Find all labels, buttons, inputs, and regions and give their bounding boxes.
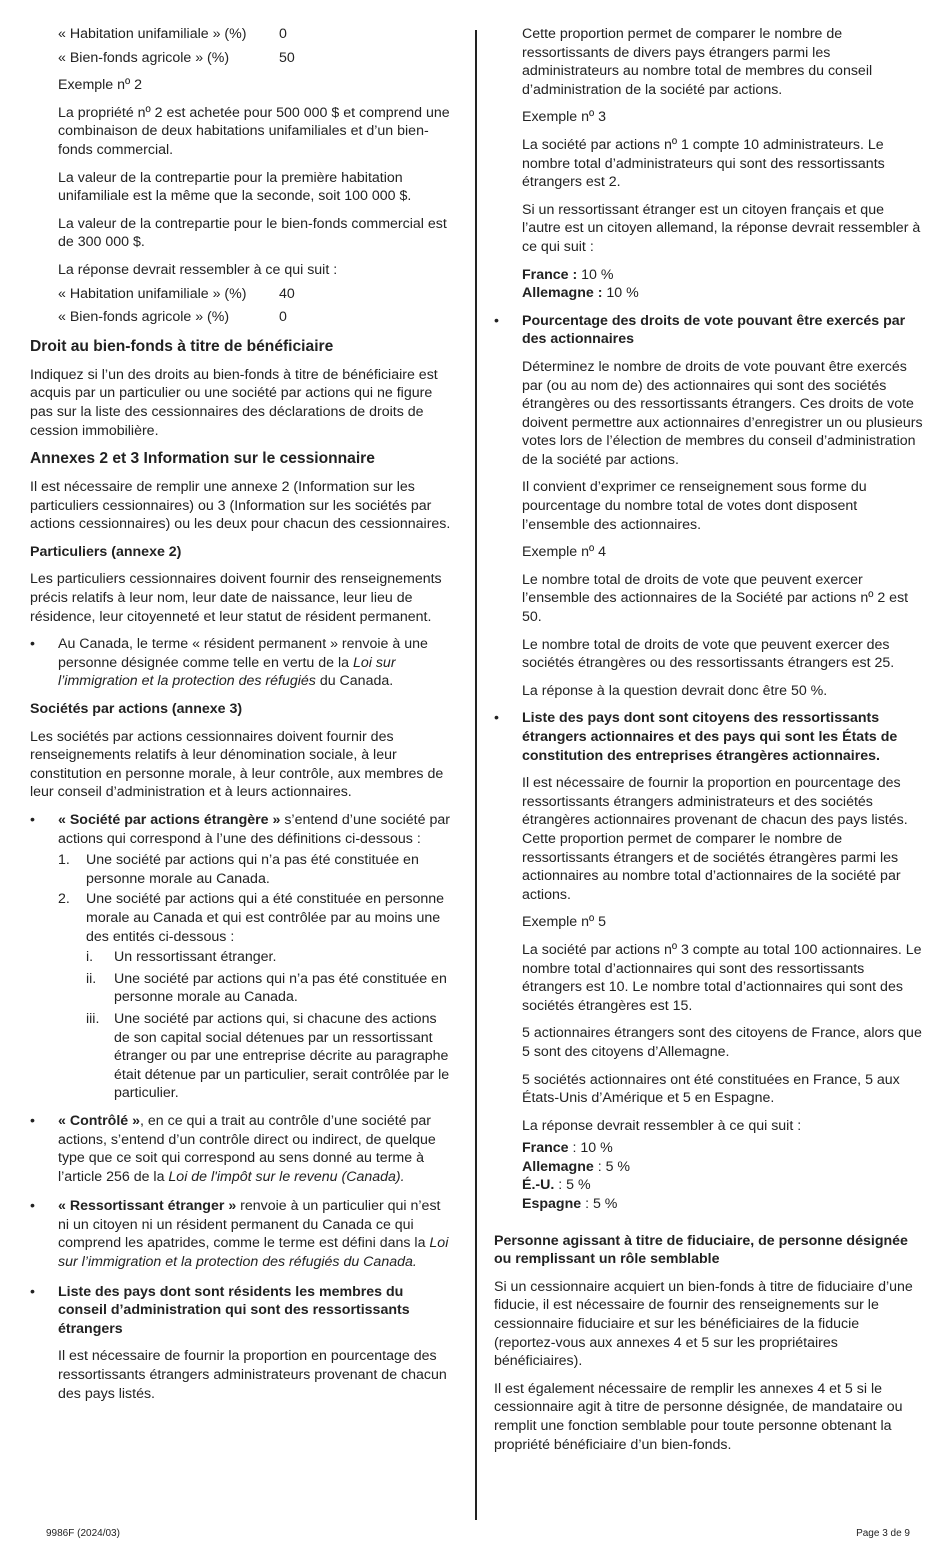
bullet-item: • « Contrôlé », en ce qui a trait au contrôle d’une société par actions, s’entend d’un contrôle direct ou indirect, de quelque type que ce soit qui correspond au sens donné au terme à l’article 256 de la Loi de l'impôt sur le revenu (Canada). xyxy=(30,1112,436,1185)
roman-item: ii. Une société par actions qui n’a pas été constituée en personne morale au Canada. xyxy=(86,970,447,1006)
answer-line: É.-U. : 5 % xyxy=(522,1177,591,1194)
paragraph: La propriété nº 2 est achetée pour 500 000 $ et comprend une combinaison de deux habitations unifamiliales et d’un bien-fonds commercial. xyxy=(58,104,450,158)
answer-line: Allemagne : 5 % xyxy=(522,1158,631,1175)
paragraph: La valeur de la contrepartie pour le bien-fonds commercial est de 300 000 $. xyxy=(58,215,447,251)
paragraph: La réponse à la question devrait donc être 50 %. xyxy=(522,682,828,699)
paragraph: Les sociétés par actions cessionnaires doivent fournir des renseignements relatifs à leur dénomination sociale, à leur constitution en personne morale, à leur contrôle, aux membres de leur conseil d’administration et à leurs actionnaires. xyxy=(30,728,444,801)
example-title: Exemple nº 3 xyxy=(522,109,607,126)
paragraph: Si un cessionnaire acquiert un bien-fonds à titre de fiduciaire d’une fiducie, il est nécessaire de fournir des renseignements sur le cessionnaire fiduciaire et sur les bénéficiaires de la fiducie (reportez-vous aux annexes 4 et 5 sur les propriétaires bénéficiaires). xyxy=(494,1278,913,1370)
example-title: Exemple nº 4 xyxy=(522,544,607,561)
paragraph: La société par actions nº 1 compte 10 administrateurs. Le nombre total d’administrateurs qui sont des ressortissants étrangers est 2. xyxy=(522,136,885,191)
paragraph: 5 actionnaires étrangers sont des citoyens de France, alors que 5 sont des citoyens d’Allemagne. xyxy=(522,1025,922,1060)
row-label: « Habitation unifamiliale » (%) xyxy=(58,285,247,302)
bullet-item: • « Société par actions étrangère » s’entend d’une société par actions qui correspond à l’une des définitions ci-dessous : xyxy=(30,812,450,847)
section-heading: Annexes 2 et 3 Information sur le cessionnaire xyxy=(30,450,375,468)
section-heading: Droit au bien-fonds à titre de bénéficiaire xyxy=(30,337,334,355)
bullet-icon: • xyxy=(494,312,499,329)
bullet-icon: • xyxy=(30,1198,35,1215)
right-column xyxy=(494,25,924,1463)
page-number: Page 3 de 9 xyxy=(856,1528,910,1539)
row-label: « Bien-fonds agricole » (%) xyxy=(58,49,230,66)
paragraph: La réponse devrait ressembler à ce qui suit : xyxy=(58,261,338,278)
subsection-heading: Personne agissant à titre de fiduciaire, de personne désignée ou remplissant un rôle semblable xyxy=(494,1232,908,1268)
row-value: 40 xyxy=(279,285,295,302)
paragraph: Il est nécessaire de remplir une annexe 2 (Information sur les particuliers cessionnaires) ou 3 (Information sur les sociétés par actions cessionnaires) ou les deux pour chacun des cessionnaires. xyxy=(30,479,451,533)
bullet-item: • « Ressortissant étranger » renvoie à un particulier qui n’est ni un citoyen ni un résident permanent du Canada ce qui comprend les apatrides, comme le terme est défini dans la Loi sur l’immigration et la protection des réfugiés du Canada. xyxy=(30,1198,449,1271)
bullet-icon: • xyxy=(30,812,35,828)
paragraph: Il est nécessaire de fournir la proportion en pourcentage des ressortissants étrangers administrateurs provenant de chacun des pays listés. xyxy=(58,1348,447,1402)
subsection-heading: Sociétés par actions (annexe 3) xyxy=(30,701,243,718)
bullet-item: • Pourcentage des droits de vote pouvant être exercés par des actionnaires xyxy=(494,312,906,348)
roman-item: i. Un ressortissant étranger. xyxy=(86,949,277,966)
column-divider xyxy=(475,30,477,1520)
paragraph: Si un ressortissant étranger est un citoyen français et que l’autre est un citoyen allemand, la réponse devrait ressembler à ce qui suit : xyxy=(522,201,921,255)
numbered-item: 2. Une société par actions qui a été constituée en personne morale au Canada et qui est contrôlée par au moins une des entités ci-dessous : xyxy=(58,891,445,945)
subsection-heading: Particuliers (annexe 2) xyxy=(30,543,182,560)
paragraph: 5 sociétés actionnaires ont été constituées en France, 5 aux États-Unis d’Amérique et 5 en Espagne. xyxy=(522,1071,900,1107)
paragraph: Cette proportion permet de comparer le nombre de ressortissants de divers pays étrangers parmi les administrateurs au nombre total de membres du conseil d’administration de la société par actions. xyxy=(522,26,873,98)
row-value: 0 xyxy=(279,26,287,42)
value-row xyxy=(58,285,455,304)
roman-item: iii. Une société par actions qui, si chacune des actions de son capital social détenues par un ressortissant étranger ou par une entreprise décrite au paragraphe était détenue par un particulier, serait contrôlée par le particulier. xyxy=(86,1010,450,1102)
value-row xyxy=(58,25,455,44)
bullet-item: • Au Canada, le terme « résident permanent » renvoie à une personne désignée comme telle en vertu de la Loi sur l’immigration et la protection des réfugiés du Canada. xyxy=(30,636,428,690)
paragraph: Il est également nécessaire de remplir les annexes 4 et 5 si le cessionnaire agit à titre de personne désignée, de mandataire ou remplit une fonction semblable pour toute personne obtenant la propriété bénéficiaire d’un bien-fonds. xyxy=(494,1380,903,1453)
bullet-item: • Liste des pays dont sont résidents les membres du conseil d’administration qui sont des ressortissants étrangers xyxy=(30,1283,410,1337)
value-row xyxy=(58,49,455,68)
paragraph: Le nombre total de droits de vote que peuvent exercer des sociétés étrangères ou des ressortissants étrangers est 25. xyxy=(522,636,895,672)
answer-line: Allemagne : 10 % xyxy=(522,285,639,302)
example-title: Exemple nº 5 xyxy=(522,914,607,931)
paragraph: Le nombre total de droits de vote que peuvent exercer l’ensemble des actionnaires de la Société par actions nº 2 est 50. xyxy=(522,571,909,626)
bullet-item: • Liste des pays dont sont citoyens des ressortissants étrangers actionnaires et des pays qui sont les États de constitution des entreprises étrangères actionnaires. xyxy=(494,710,898,764)
paragraph: Indiquez si l’un des droits au bien-fonds à titre de bénéficiaire est acquis par un particulier ou une société par actions qui ne figure pas sur la liste des cessionnaires des déclarations de droits de cession immobilière. xyxy=(30,366,438,439)
value-row xyxy=(58,308,455,327)
answer-line: France : 10 % xyxy=(522,1140,613,1157)
row-label: « Bien-fonds agricole » (%) xyxy=(58,309,230,326)
paragraph: La réponse devrait ressembler à ce qui suit : xyxy=(522,1117,802,1134)
answer-line: France : 10 % xyxy=(522,266,614,283)
row-value: 0 xyxy=(279,309,287,326)
numbered-item: 1. Une société par actions qui n’a pas été constituée en personne morale au Canada. xyxy=(58,852,419,887)
bullet-icon: • xyxy=(30,1283,35,1300)
paragraph: La société par actions nº 3 compte au total 100 actionnaires. Le nombre total d’actionnaires qui sont des ressortissants étrangers est 10. Le nombre total d’actionnaires qui sont des sociétés étrangères est 15. xyxy=(522,941,922,1014)
row-value: 50 xyxy=(279,49,295,66)
example-title: Exemple nº 2 xyxy=(58,77,143,94)
paragraph: Il convient d’exprimer ce renseignement sous forme du pourcentage du nombre total de votes dont disposent l’ensemble des actionnaires. xyxy=(522,479,867,533)
paragraph: Les particuliers cessionnaires doivent fournir des renseignements précis relatifs à leur nom, leur date de naissance, leur lieu de résidence, leur citoyenneté et leur statut de résident permanent. xyxy=(30,571,442,625)
bullet-icon: • xyxy=(30,1112,35,1129)
bullet-icon: • xyxy=(494,710,499,727)
form-code: 9986F (2024/03) xyxy=(46,1528,120,1539)
paragraph: Déterminez le nombre de droits de vote pouvant être exercés par (ou au nom de) des actionnaires qui sont des sociétés étrangères ou des ressortissants étrangers. Ces droits de vote doivent permettre aux actionnaires d’enregistrer un ou plusieurs votes lors de l’élection de membres du conseil d’administration de la société par actions. xyxy=(522,358,923,468)
answer-line: Espagne : 5 % xyxy=(522,1196,618,1213)
paragraph: Il est nécessaire de fournir la proportion en pourcentage des ressortissants étrangers administrateurs et des sociétés étrangères actionnaires provenant de chacun des pays listés. Cette proportion permet de comparer le nombre de ressortissants étrangers et de sociétés étrangères parmi les actionnaires au nombre total d’actionnaires de la société par actions. xyxy=(522,775,908,903)
bullet-icon: • xyxy=(30,636,35,653)
row-label: « Habitation unifamiliale » (%) xyxy=(58,26,247,42)
paragraph: La valeur de la contrepartie pour la première habitation unifamiliale est la même que la seconde, soit 100 000 $. xyxy=(58,169,412,205)
left-column xyxy=(30,25,455,1412)
